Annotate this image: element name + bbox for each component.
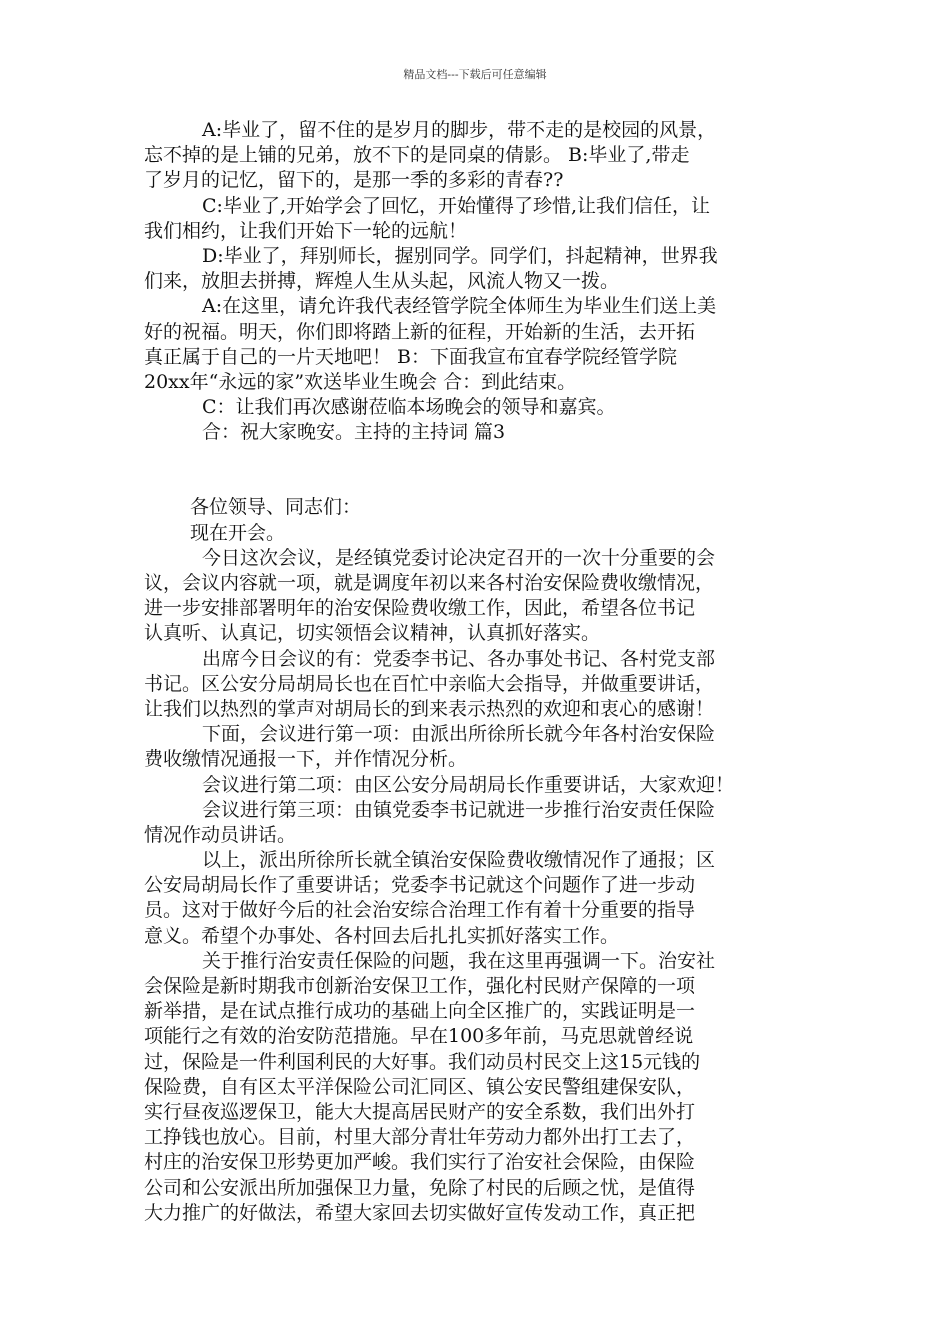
text-line: 村庄的治安保卫形势更加严峻。我们实行了治安社会保险，由保险 — [144, 1151, 696, 1174]
text-line: 过，保险是一件利国利民的大好事。我们动员村民交上这15元钱的 — [144, 1050, 701, 1073]
text-line: 意义。希望个办事处、各村回去后扎扎实抓好落实工作。 — [144, 924, 620, 947]
text-line: 进一步安排部署明年的治安保险费收缴工作，因此，希望各位书记 — [144, 597, 696, 620]
text-line: A:毕业了，留不住的是岁月的脚步，带不走的是校园的风景， — [202, 119, 717, 141]
text-line: 新举措，是在试点推行成功的基础上向全区推广的，实践证明是一 — [144, 1000, 696, 1023]
text-line: 公司和公安派出所加强保卫力量，免除了村民的后顾之忧，是值得 — [144, 1176, 696, 1199]
text-line: 工挣钱也放心。目前，村里大部分青壮年劳动力都外出打工去了， — [144, 1126, 696, 1149]
text-line: A:在这里，请允许我代表经管学院全体师生为毕业生们送上美 — [202, 295, 717, 318]
text-line: 实行昼夜巡逻保卫，能大大提高居民财产的安全系数，我们出外打 — [144, 1100, 696, 1123]
document-body — [144, 118, 816, 1226]
text-line: 们来，放胆去拼搏，辉煌人生从头起，风流人物又一拨。 — [144, 270, 620, 293]
text-line: D:毕业了，拜别师长，握别同学。同学们，抖起精神，世界我 — [202, 244, 718, 267]
text-line: 会议进行第二项：由区公安分局胡局长作重要讲话，大家欢迎！ — [202, 773, 735, 796]
text-line: C:毕业了,开始学会了回忆，开始懂得了珍惜,让我们信任，让 — [202, 194, 711, 217]
text-line: 下面，会议进行第一项：由派出所徐所长就今年各村治安保险 — [202, 723, 716, 746]
text-line: 让我们以热烈的掌声对胡局长的到来表示热烈的欢迎和衷心的感谢！ — [144, 697, 715, 720]
text-line: 公安局胡局长作了重要讲话；党委李书记就这个问题作了进一步动 — [144, 874, 696, 897]
text-line: C：让我们再次感谢莅临本场晚会的领导和嘉宾。 — [202, 396, 616, 419]
text-line: 关于推行治安责任保险的问题，我在这里再强调一下。治安社 — [202, 949, 716, 972]
text-line: 出席今日会议的有：党委李书记、各办事处书记、各村党支部 — [202, 647, 716, 670]
text-line: 合：祝大家晚安。主持的主持词 篇3 — [202, 421, 506, 444]
text-line: 以上，派出所徐所长就全镇治安保险费收缴情况作了通报；区 — [202, 849, 716, 872]
text-line: 保险费，自有区太平洋保险公司汇同区、镇公安民警组建保安队， — [144, 1075, 696, 1098]
text-line: 好的祝福。明天，你们即将踏上新的征程，开始新的生活，去开拓 — [144, 320, 696, 343]
text-line: 我们相约，让我们开始下一轮的远航！ — [144, 219, 468, 242]
text-line: 议，会议内容就一项，就是调度年初以来各村治安保险费收缴情况， — [144, 572, 715, 594]
text-line: 书记。区公安分局胡局长也在百忙中亲临大会指导，并做重要讲话， — [144, 672, 715, 695]
text-line: 了岁月的记忆，留下的，是那一季的多彩的青春?? — [144, 169, 564, 192]
text-line: 项能行之有效的治安防范措施。早在100多年前，马克思就曾经说 — [144, 1025, 694, 1048]
text-line: 20xx年“永远的家”欢送毕业生晚会 合：到此结束。 — [144, 370, 577, 393]
salutation: 各位领导、同志们： — [190, 496, 362, 519]
text-line: 忘不掉的是上铺的兄弟，放不下的是同桌的倩影。 B:毕业了,带走 — [144, 144, 690, 167]
text-line: 认真听、认真记，切实领悟会议精神，认真抓好落实。 — [144, 622, 601, 645]
text-line: 真正属于自己的一片天地吧！ B：下面我宣布宜春学院经管学院 — [144, 345, 678, 368]
text-line: 大力推广的好做法，希望大家回去切实做好宣传发动工作，真正把 — [144, 1201, 696, 1224]
page-header: 精品文档---下载后可任意编辑 — [403, 68, 547, 81]
text-line: 会议进行第三项：由镇党委李书记就进一步推行治安责任保险 — [202, 798, 716, 821]
text-line: 员。这对于做好今后的社会治安综合治理工作有着十分重要的指导 — [144, 899, 696, 922]
text-line: 会保险是新时期我市创新治安保卫工作，强化村民财产保障的一项 — [144, 975, 696, 997]
text-line: 费收缴情况通报一下，并作情况分析。 — [144, 748, 468, 771]
text-line: 情况作动员讲话。 — [144, 823, 297, 846]
section-gap — [144, 445, 816, 495]
text-line: 今日这次会议，是经镇党委讨论决定召开的一次十分重要的会 — [202, 546, 716, 569]
text-line: 现在开会。 — [190, 521, 286, 544]
